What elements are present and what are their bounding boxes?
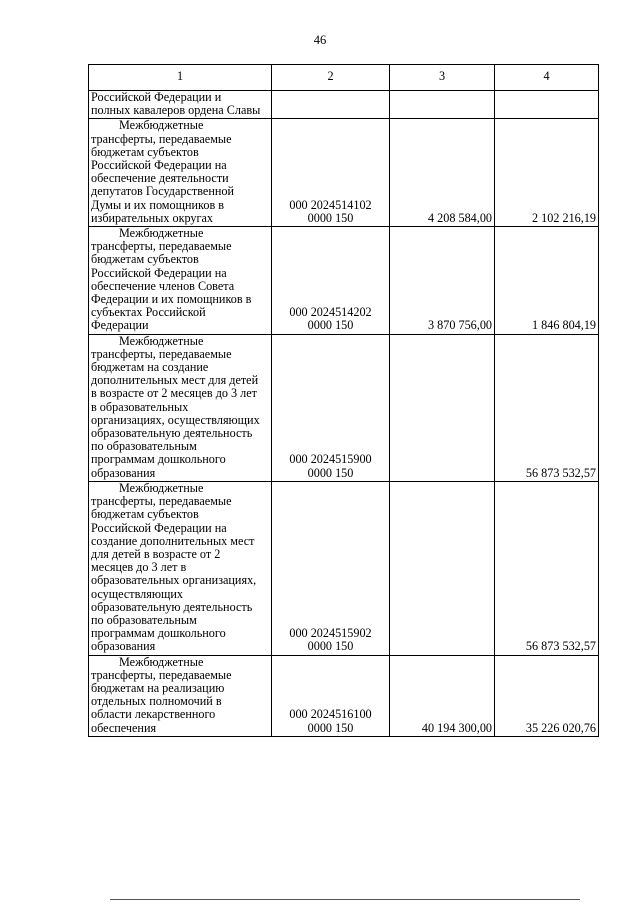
row-code-line: 000 2024514202	[289, 305, 372, 320]
row-value-col3	[390, 91, 495, 119]
row-code-cell	[272, 119, 390, 227]
row-code-line: 0000 150	[307, 210, 354, 225]
row-value-col4: 2 102 216,19	[495, 119, 599, 227]
row-name-line: области лекарственного	[91, 707, 216, 722]
row-name-line: бюджетам на реализацию	[91, 680, 225, 695]
row-name-line: Российской Федерации и	[91, 90, 222, 104]
row-name-line: трансферты, передаваемые	[91, 346, 232, 361]
row-code-line: 000 2024515902	[289, 626, 372, 641]
row-name-line: бюджетам субъектов	[91, 507, 199, 522]
row-name-line: субъектах Российской	[91, 305, 206, 320]
header-col-2: 2	[272, 65, 390, 91]
row-name-cell	[89, 481, 272, 655]
row-name-line: создание дополнительных мест	[91, 533, 255, 548]
row-name-line: программам дошкольного	[91, 452, 226, 467]
row-name-line: дополнительных мест для детей	[91, 373, 259, 388]
row-code-line: 0000 150	[307, 465, 354, 480]
row-name-line: по образовательным	[91, 439, 197, 454]
row-name-line: Думы и их помощников в	[91, 197, 224, 212]
row-name-line: программам дошкольного	[91, 626, 226, 641]
scan-edge-line	[110, 899, 580, 900]
row-name-line: образования	[91, 639, 156, 654]
row-name-line: по образовательным	[91, 612, 197, 627]
row-name-cell	[89, 91, 272, 119]
row-code-cell	[272, 227, 390, 335]
row-name-line: в образовательных	[91, 399, 189, 414]
row-code-line: 0000 150	[307, 639, 354, 654]
row-value-col4: 56 873 532,57	[495, 481, 599, 655]
header-col-3: 3	[390, 65, 495, 91]
row-code-line: 0000 150	[307, 318, 354, 333]
row-value-col4	[495, 91, 599, 119]
row-name-line: трансферты, передаваемые	[91, 494, 232, 509]
table-row	[89, 481, 599, 655]
row-name-line: Российской Федерации на	[91, 265, 227, 280]
row-name-line: Федерации	[91, 318, 149, 333]
row-value-col3: 40 194 300,00	[390, 655, 495, 736]
row-name-line: избирательных округах	[91, 210, 214, 225]
table-header-row	[89, 65, 599, 91]
row-name-line: образовательную деятельность	[91, 426, 253, 441]
row-name-line: отдельных полномочий в	[91, 694, 222, 709]
row-name-line: трансферты, передаваемые	[91, 131, 232, 146]
row-name-line: Межбюджетные	[119, 226, 204, 241]
row-value-col3: 3 870 756,00	[390, 227, 495, 335]
row-code-line: 000 2024516100	[289, 707, 372, 722]
row-name-line: образовательных организациях,	[91, 573, 257, 588]
row-value-col3	[390, 481, 495, 655]
row-value-col4: 35 226 020,76	[495, 655, 599, 736]
row-name-line: месяцев до 3 лет в	[91, 560, 187, 575]
row-name-line: бюджетам субъектов	[91, 144, 199, 159]
table-row	[89, 655, 599, 736]
row-name-line: Межбюджетные	[119, 333, 204, 348]
row-code-line: 000 2024515900	[289, 452, 372, 467]
row-name-line: полных кавалеров ордена Славы	[91, 103, 261, 118]
row-name-line: трансферты, передаваемые	[91, 239, 232, 254]
row-name-line: обеспечение членов Совета	[91, 278, 235, 293]
row-code-cell	[272, 91, 390, 119]
row-value-col3: 4 208 584,00	[390, 119, 495, 227]
row-name-cell	[89, 119, 272, 227]
table-row	[89, 227, 599, 335]
header-col-1: 1	[89, 65, 272, 91]
row-name-line: осуществляющих	[91, 586, 183, 601]
page-number: 46	[313, 33, 327, 47]
row-name-line: в возрасте от 2 месяцев до 3 лет	[91, 386, 257, 401]
row-name-line: трансферты, передаваемые	[91, 667, 232, 682]
row-code-line: 0000 150	[307, 720, 354, 735]
table-row	[89, 119, 599, 227]
row-name-cell	[89, 227, 272, 335]
row-value-col3	[390, 334, 495, 481]
row-code-line: 000 2024514102	[289, 197, 372, 212]
row-name-cell	[89, 334, 272, 481]
header-col-4: 4	[495, 65, 599, 91]
row-value-col4: 56 873 532,57	[495, 334, 599, 481]
row-name-line: образования	[91, 465, 156, 480]
row-name-line: обеспечение деятельности	[91, 171, 229, 186]
row-code-cell	[272, 481, 390, 655]
row-name-line: бюджетам на создание	[91, 360, 209, 375]
table-row	[89, 91, 599, 119]
row-name-line: Российской Федерации на	[91, 158, 227, 173]
row-name-cell	[89, 655, 272, 736]
row-name-line: Межбюджетные	[119, 480, 204, 495]
row-name-line: Федерации и их помощников в	[91, 292, 252, 307]
budget-table	[88, 64, 599, 737]
row-name-line: обеспечения	[91, 720, 157, 735]
row-name-line: для детей в возрасте от 2	[91, 546, 221, 561]
row-name-line: организациях, осуществляющих	[91, 412, 260, 427]
row-name-line: Межбюджетные	[119, 118, 204, 133]
row-name-line: образовательную деятельность	[91, 599, 253, 614]
row-name-line: Российской Федерации на	[91, 520, 227, 535]
table-row	[89, 334, 599, 481]
row-name-line: депутатов Государственной	[91, 184, 234, 199]
row-code-cell	[272, 334, 390, 481]
row-code-line	[274, 104, 387, 117]
row-value-col4: 1 846 804,19	[495, 227, 599, 335]
row-name-line: бюджетам субъектов	[91, 252, 199, 267]
row-name-line: Межбюджетные	[119, 654, 204, 669]
row-code-cell	[272, 655, 390, 736]
